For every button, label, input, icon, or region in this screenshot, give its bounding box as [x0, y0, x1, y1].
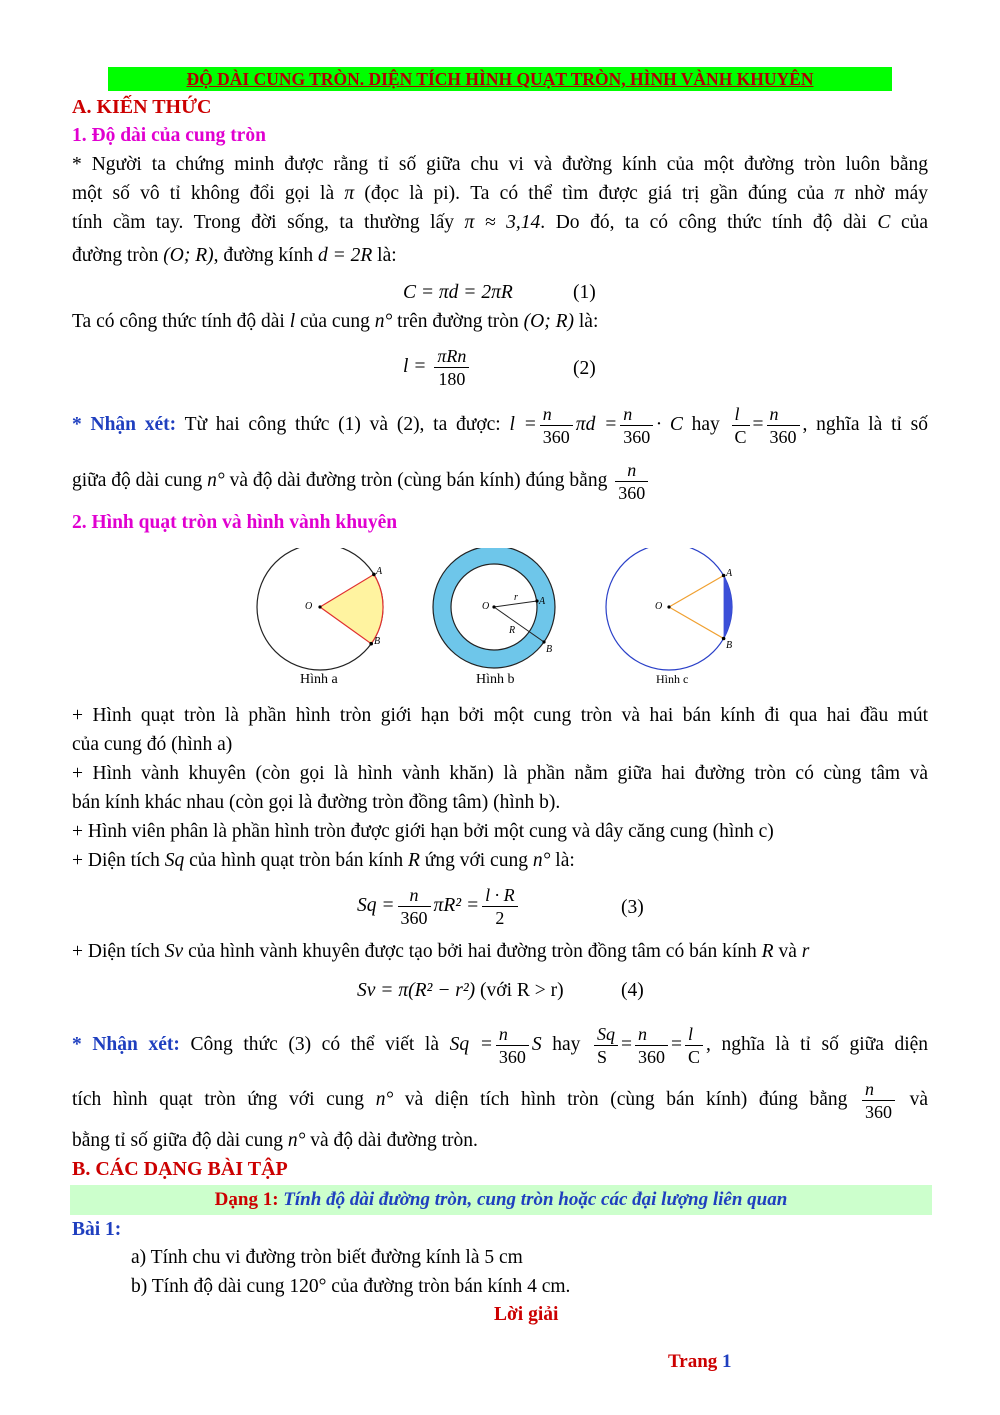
- fig-b-label-r: r: [514, 592, 518, 603]
- figures-panel: [250, 548, 750, 693]
- fig-c-label-a: A: [726, 568, 733, 579]
- remark-2-line3: bằng tỉ số giữa độ dài cung n° và độ dài đường tròn.: [72, 1130, 478, 1151]
- fig-c-caption: Hình c: [656, 672, 689, 686]
- fig-c-label-b: B: [726, 640, 733, 651]
- loi-giai-heading: Lời giải: [494, 1304, 559, 1325]
- subsection-1-heading: 1. Độ dài của cung tròn: [72, 125, 266, 146]
- remark-1-line1: * Nhận xét: Từ hai công thức (1) và (2), ta được: l = $\frac{n}{360}$ πd = $\frac{n}{360}$ · C hay $\frac{l}{C}$ = $\frac{n}{360}$ , nghĩa là tỉ số: [72, 404, 928, 447]
- figure-b: [433, 548, 555, 687]
- fig-a-label-o: O: [305, 601, 313, 612]
- formula-2: l = $\frac{\text{πRn}}{180}$: [403, 345, 472, 390]
- formula-4-tag: (4): [621, 980, 644, 1001]
- bullet-2-line1: + Hình vành khuyên (còn gọi là hình vành khăn) là phần nằm giữa hai đường tròn có cùng tâm và: [72, 763, 928, 784]
- p1-line2: một số vô tỉ không đổi gọi là π (đọc là pi). Ta có thể tìm được giá trị gần đúng của π nhờ máy: [72, 183, 929, 204]
- bullet-1-line1: + Hình quạt tròn là phần hình tròn giới hạn bởi một cung tròn và hai bán kính đi qua hai đầu mút: [72, 705, 928, 726]
- figure-a: [257, 548, 383, 687]
- formula-4: Sv = π(R² − r²) (với R > r): [357, 980, 564, 1001]
- fig-b-label-b: B: [546, 644, 553, 655]
- page-title: ĐỘ DÀI CUNG TRÒN. DIỆN TÍCH HÌNH QUẠT TRÒN, HÌNH VÀNH KHUYÊN: [108, 67, 892, 91]
- bullet-2-line2: bán kính khác nhau (còn gọi là đường tròn đồng tâm) (hình b).: [72, 792, 561, 813]
- bai-1-part-b: b) Tính độ dài cung 120° của đường tròn bán kính 4 cm.: [131, 1276, 571, 1297]
- fig-a-caption: Hình a: [300, 672, 338, 687]
- fig-b-label-R: R: [509, 625, 516, 636]
- fig-a-label-a: A: [376, 566, 383, 577]
- fig-b-caption: Hình b: [476, 672, 515, 687]
- formula-1: C = πd = 2πR: [403, 282, 513, 303]
- formula-2-fraction: $\frac{\text{πRn}}{180}$: [434, 345, 469, 390]
- sq-line: + Diện tích Sq của hình quạt tròn bán kính R ứng với cung n° là:: [72, 850, 575, 871]
- fig-a-label-b: B: [374, 636, 381, 647]
- fig-b-label-a: A: [539, 596, 546, 607]
- footer-label: Trang: [668, 1351, 718, 1372]
- section-a-heading: A. KIẾN THỨC: [72, 96, 212, 118]
- p1-line4: đường tròn (O; R), đường kính d = 2R là:: [72, 245, 397, 266]
- bullet-1-line2: của cung đó (hình a): [72, 734, 233, 755]
- subsection-2-heading: 2. Hình quạt tròn và hình vành khuyên: [72, 512, 398, 533]
- bai-1-part-a: a) Tính chu vi đường tròn biết đường kính là 5 cm: [131, 1247, 523, 1268]
- footer-page-number: 1: [722, 1351, 732, 1372]
- fig-b-label-o: O: [482, 601, 490, 612]
- formula-1-tag: (1): [573, 282, 596, 303]
- page-footer: [668, 1349, 732, 1375]
- figure-c: [606, 548, 733, 686]
- formula-3-tag: (3): [621, 897, 644, 918]
- remark-2-line1: * Nhận xét: Công thức (3) có thể viết là Sq = $\frac{n}{360}$ S hay $\frac{Sq}{S}$ = $\frac{n}{360}$ = $\frac{l}{C}$ , nghĩa là tỉ số giữa diện: [72, 1024, 929, 1067]
- remark-1-line2: giữa độ dài cung n° và độ dài đường tròn (cùng bán kính) đúng bằng $\frac{n}{360}$: [72, 459, 928, 504]
- p1-line1: * Người ta chứng minh được rằng tỉ số giữa chu vi và đường kính của một đường tròn luôn bằng: [72, 154, 928, 175]
- dang-1-banner: Dạng 1: Tính độ dài đường tròn, cung tròn hoặc các đại lượng liên quan: [70, 1185, 932, 1215]
- section-b-heading: B. CÁC DẠNG BÀI TẬP: [72, 1158, 288, 1180]
- fig-c-label-o: O: [655, 601, 663, 612]
- p1-line3: tính cầm tay. Trong đời sống, ta thường lấy π ≈ 3,14. Do đó, ta có công thức tính độ dài C của: [72, 212, 929, 233]
- sv-line: + Diện tích Sv của hình vành khuyên được tạo bởi hai đường tròn đồng tâm có bán kính R và r: [72, 941, 810, 962]
- formula-3: Sq = $\frac{n}{360}$ πR² = $\frac{l \cdot R}{2}$: [357, 884, 521, 929]
- bullet-3-line1: + Hình viên phân là phần hình tròn được giới hạn bởi một cung và dây căng cung (hình c): [72, 821, 774, 842]
- bai-1-label: Bài 1:: [72, 1219, 122, 1240]
- formula-2-tag: (2): [573, 358, 596, 379]
- p2-line: Ta có công thức tính độ dài l của cung n° trên đường tròn (O; R) là:: [72, 311, 599, 332]
- remark-2-line2: tích hình quạt tròn ứng với cung n° và diện tích hình tròn (cùng bán kính) đúng bằng $\frac{n}{360}$ và: [72, 1079, 929, 1122]
